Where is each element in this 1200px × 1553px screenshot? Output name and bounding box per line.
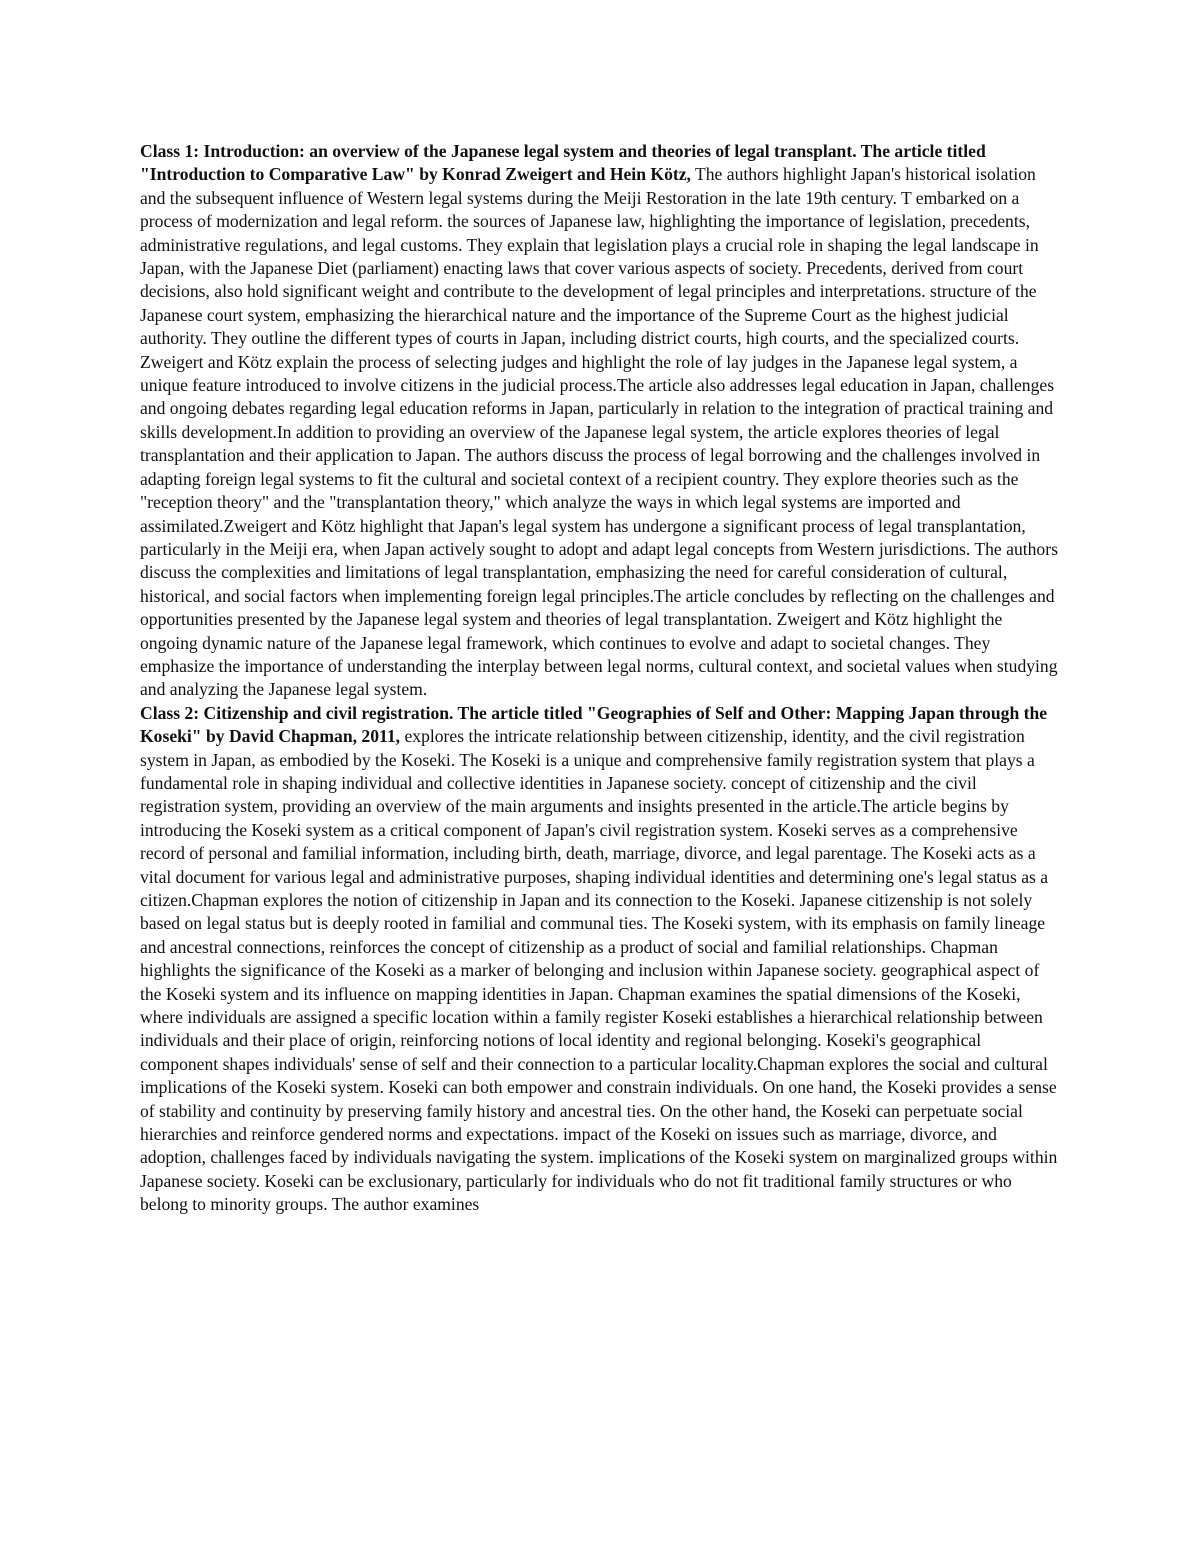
class-2-body: explores the intricate relationship between citizenship, identity, and the civil registration system in Japan, as embodied by the Koseki. The Koseki is a unique and comprehensive family registration system that plays a fundamental role in shaping individual and collective identities in Japanese society. concept of citizenship and the civil registration system, providing an overview of the main arguments and insights presented in the article.The article begins by introducing the Koseki system as a critical component of Japan's civil registration system. Koseki serves as a comprehensive record of personal and familial information, including birth, death, marriage, divorce, and legal parentage. The Koseki acts as a vital document for various legal and administrative purposes, shaping individual identities and determining one's legal status as a citizen.Chapman explores the notion of citizenship in Japan and its connection to the Koseki. Japanese citizenship is not solely based on legal status but is deeply rooted in familial and communal ties. The Koseki system, with its emphasis on family lineage and ancestral connections, reinforces the concept of citizenship as a product of social and familial relationships. Chapman highlights the significance of the Koseki as a marker of belonging and inclusion within Japanese society. geographical aspect of the Koseki system and its influence on mapping identities in Japan. Chapman examines the spatial dimensions of the Koseki, where individuals are assigned a specific location within a family register Koseki establishes a hierarchical relationship between individuals and their place of origin, reinforcing notions of local identity and regional belonging. Koseki's geographical component shapes individuals' sense of self and their connection to a particular locality.Chapman explores the social and cultural implications of the Koseki system. Koseki can both empower and constrain individuals. On one hand, the Koseki provides a sense of stability and continuity by preserving family history and ancestral ties. On the other hand, the Koseki can perpetuate social hierarchies and reinforce gendered norms and expectations. impact of the Koseki on issues such as marriage, divorce, and adoption, challenges faced by individuals navigating the system. implications of the Koseki system on marginalized groups within Japanese society. Koseki can be exclusionary, particularly for individuals who do not fit traditional family structures or who belong to minority groups. The author examines: [140, 726, 1058, 1215]
class-2-heading: Class 2: Citizenship and civil registration. The article titled "Geographies of Self and Other: Mapping Japan through the Koseki" by David Chapman, 2011,: [140, 702, 1048, 747]
class-1-heading: Class 1: Introduction: an overview of the Japanese legal system and theories of legal transplant. The article titled "Introduction to Comparative Law" by Konrad Zweigert and Hein Kötz,: [140, 141, 986, 185]
document-page: [140, 140, 1060, 1217]
class-2-paragraph: [140, 702, 1060, 1217]
class-1-paragraph: [140, 140, 1060, 702]
class-1-body: The authors highlight Japan's historical isolation and the subsequent influence of Western legal systems during the Meiji Restoration in the late 19th century. T embarked on a process of modernization and legal reform. the sources of Japanese law, highlighting the importance of legislation, precedents, administrative regulations, and legal customs. They explain that legislation plays a crucial role in shaping the legal landscape in Japan, with the Japanese Diet (parliament) enacting laws that cover various aspects of society. Precedents, derived from court decisions, also hold significant weight and contribute to the development of legal principles and interpretations. structure of the Japanese court system, emphasizing the hierarchical nature and the importance of the Supreme Court as the highest judicial authority. They outline the different types of courts in Japan, including district courts, high courts, and the specialized courts. Zweigert and Kötz explain the process of selecting judges and highlight the role of lay judges in the Japanese legal system, a unique feature introduced to involve citizens in the judicial process.The article also addresses legal education in Japan, challenges and ongoing debates regarding legal education reforms in Japan, particularly in relation to the integration of practical training and skills development.In addition to providing an overview of the Japanese legal system, the article explores theories of legal transplantation and their application to Japan. The authors discuss the process of legal borrowing and the challenges involved in adapting foreign legal systems to fit the cultural and societal context of a recipient country. They explore theories such as the "reception theory" and the "transplantation theory," which analyze the ways in which legal systems are imported and assimilated.Zweigert and Kötz highlight that Japan's legal system has undergone a significant process of legal transplantation, particularly in the Meiji era, when Japan actively sought to adopt and adapt legal concepts from Western jurisdictions. The authors discuss the complexities and limitations of legal transplantation, emphasizing the need for careful consideration of cultural, historical, and social factors when implementing foreign legal principles.The article concludes by reflecting on the challenges and opportunities presented by the Japanese legal system and theories of legal transplantation. Zweigert and Kötz highlight the ongoing dynamic nature of the Japanese legal framework, which continues to evolve and adapt to societal changes. They emphasize the importance of understanding the interplay between legal norms, cultural context, and societal values when studying and analyzing the Japanese legal system.: [140, 164, 1058, 700]
